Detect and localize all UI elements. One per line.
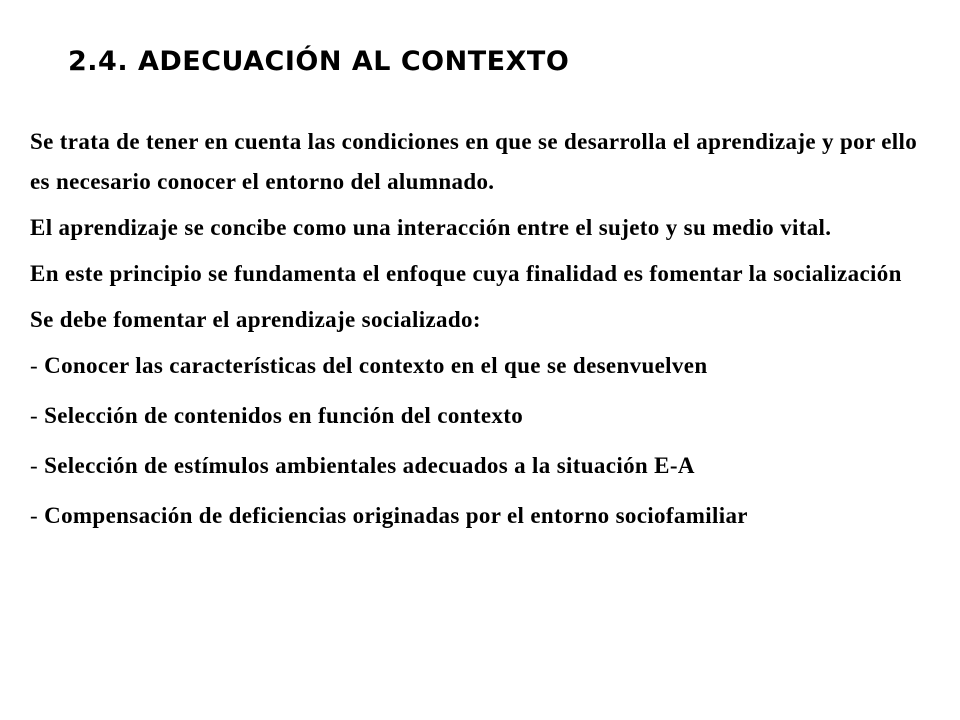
list-marker: - xyxy=(30,503,45,528)
paragraph-socialization-principle: En este principio se fundamenta el enfoque cuya finalidad es fomentar la socialización xyxy=(30,261,902,286)
paragraph-socialized-learning: Se debe fomentar el aprendizaje socializado: xyxy=(30,307,481,332)
list-marker: - xyxy=(30,353,45,378)
slide-title: 2.4. ADECUACIÓN AL CONTEXTO xyxy=(68,46,570,77)
paragraph-context-conditions: Se trata de tener en cuenta las condiciones en que se desarrolla el aprendizaje y por ello es necesario conocer el entorno del alumnado. xyxy=(30,129,918,194)
list-marker: - xyxy=(30,403,45,428)
list-item-text: Conocer las características del contexto en el que se desenvuelven xyxy=(44,353,708,378)
list-item xyxy=(30,446,935,486)
list-item-text: Selección de contenidos en función del contexto xyxy=(44,403,524,428)
paragraph-learning-interaction: El aprendizaje se concibe como una interacción entre el sujeto y su medio vital. xyxy=(30,215,832,240)
slide-body xyxy=(30,122,935,546)
socialized-learning-list xyxy=(30,346,935,536)
list-item xyxy=(30,496,935,536)
list-item-text: Compensación de deficiencias originadas por el entorno sociofamiliar xyxy=(44,503,748,528)
list-item xyxy=(30,396,935,436)
list-marker: - xyxy=(30,453,45,478)
list-item xyxy=(30,346,935,386)
list-item-text: Selección de estímulos ambientales adecuados a la situación E-A xyxy=(44,453,695,478)
